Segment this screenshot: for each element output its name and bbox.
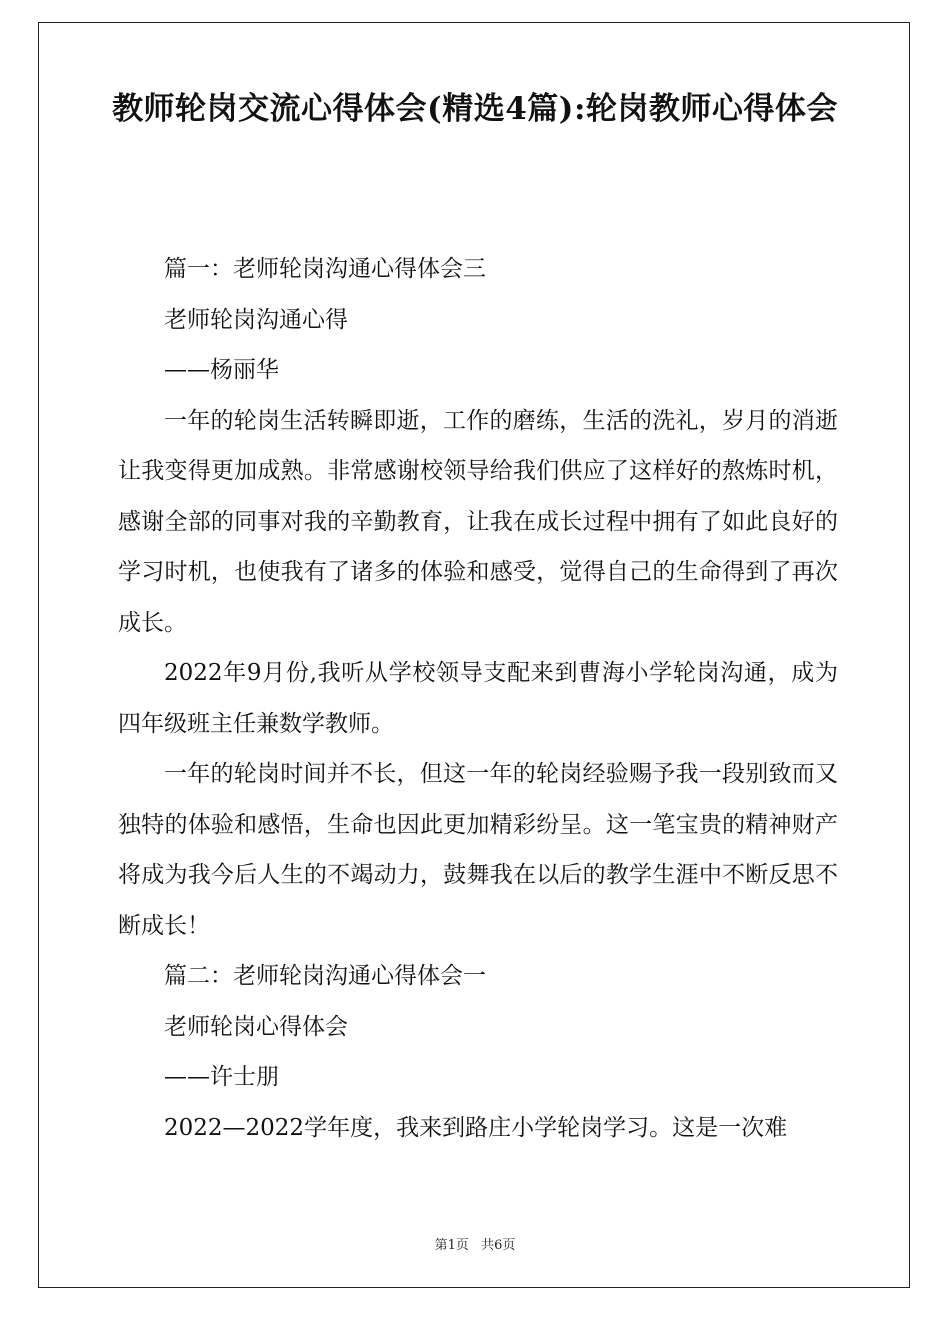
body-paragraph: 一年的轮岗生活转瞬即逝，工作的磨练，生活的洗礼，岁月的消逝让我变得更加成熟。非常感谢校领导给我们供应了这样好的熬炼时机，感谢全部的同事对我的辛勤教育，让我在成长过程中拥有了如此良好的学习时机，也使我有了诸多的体验和感受，觉得自己的生命得到了再次成长。 [118,407,838,636]
page-footer [0,1234,950,1253]
body-paragraph: 2022年9月份,我听从学校领导支配来到曹海小学轮岗沟通，成为四年级班主任兼数学教师。 [118,660,838,737]
page-total: 共6页 [481,1238,516,1253]
body-paragraph: 一年的轮岗时间并不长，但这一年的轮岗经验赐予我一段别致而又独特的体验和感悟，生命也因此更加精彩纷呈。这一笔宝贵的精神财产将成为我今后人生的不竭动力，鼓舞我在以后的教学生涯中不断反思不断成长！ [118,761,838,939]
section-heading: 篇一：老师轮岗沟通心得体会三 [164,256,486,282]
body-paragraph: 2022—2022学年度，我来到路庄小学轮岗学习。这是一次难 [164,1114,788,1141]
author-line: ——杨丽华 [164,357,279,383]
author-line: ——许士朋 [164,1064,279,1090]
document-body [118,244,838,1153]
section-subtitle: 老师轮岗沟通心得 [164,306,348,333]
section-subtitle: 老师轮岗心得体会 [164,1013,348,1040]
section-heading: 篇二：老师轮岗沟通心得体会一 [164,963,486,989]
page-number: 第1页 [434,1238,469,1253]
document-title: 教师轮岗交流心得体会(精选4篇):轮岗教师心得体会 [112,91,838,127]
